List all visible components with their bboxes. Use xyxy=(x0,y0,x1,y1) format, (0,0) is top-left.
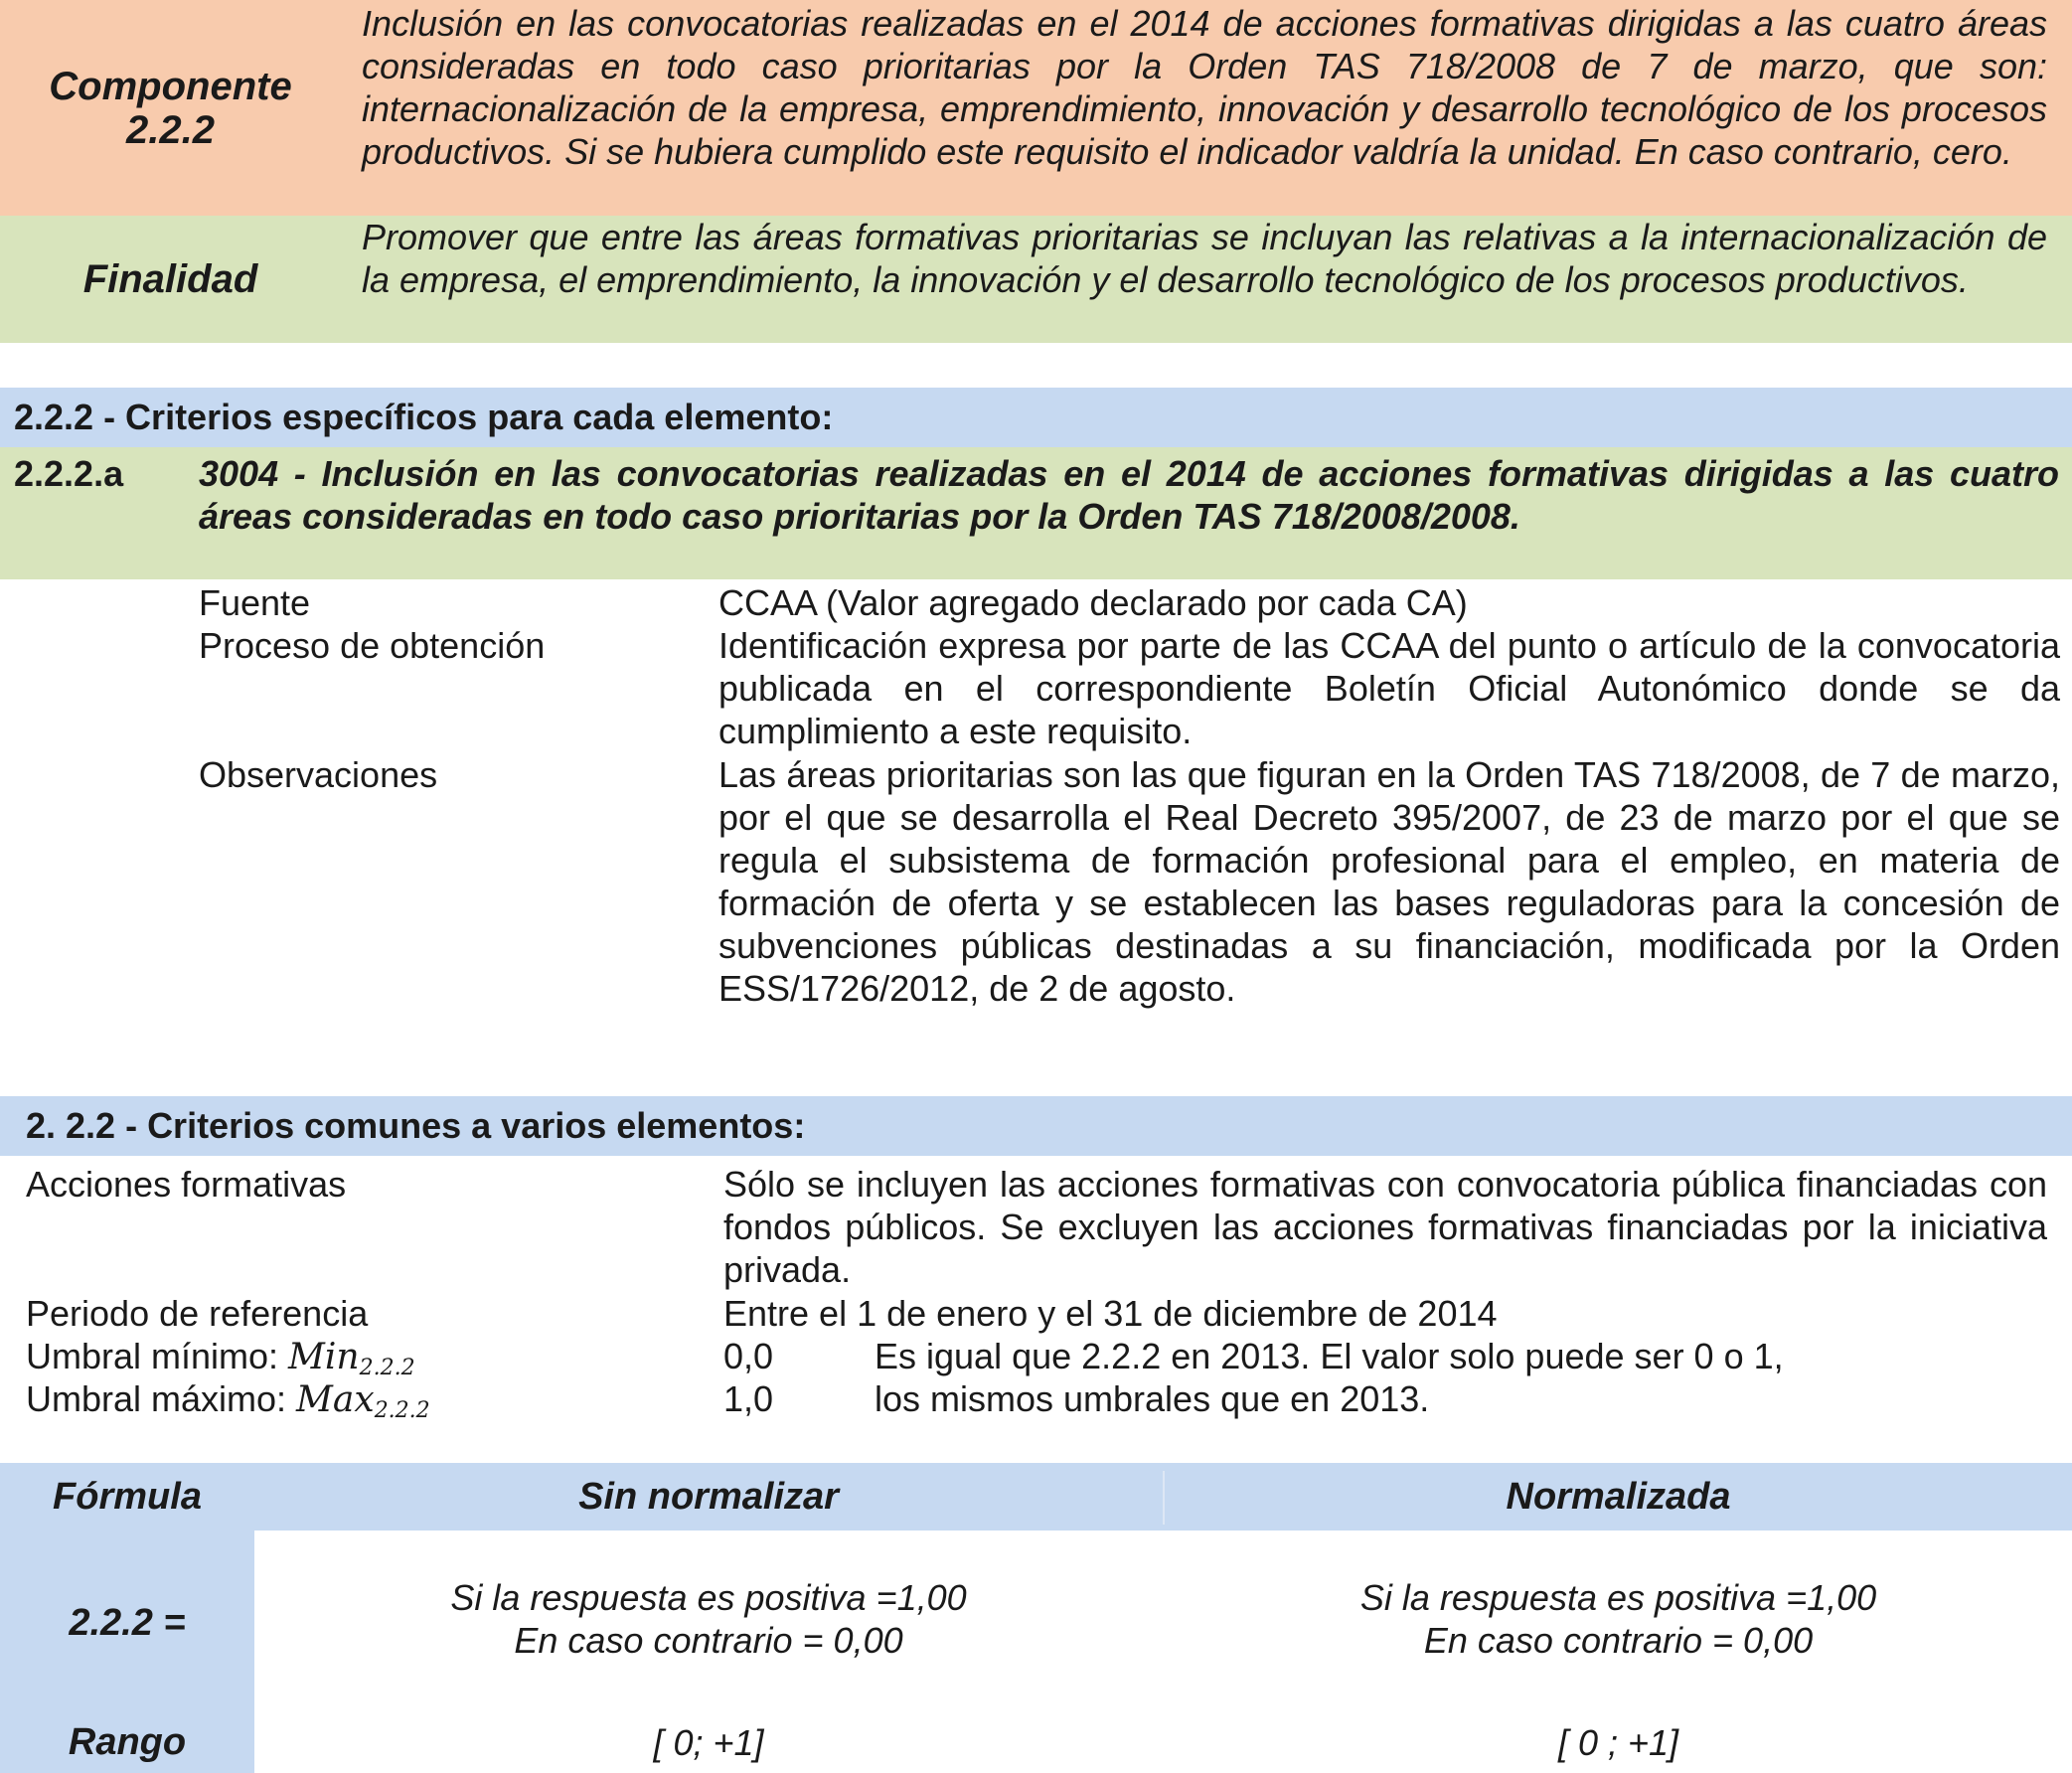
fuente-label: Fuente xyxy=(199,582,311,623)
umbral-min-text: Umbral mínimo: xyxy=(26,1336,289,1376)
umbral-max-value: 1,0 xyxy=(723,1378,774,1419)
formula-sin-normalizar-cell xyxy=(254,1576,1163,1662)
componente-label-line2: 2.2.2 xyxy=(126,107,215,152)
criterio-title: 3004 - Inclusión en las convocatorias realizadas en el 2014 de acciones formativas dirigidas a las cuatro áreas consideradas en todo caso prioritarias por la Orden TAS 718/2008/2008. xyxy=(199,453,2059,537)
rango-label: Rango xyxy=(68,1721,187,1763)
formula-row-label: 2.2.2 = xyxy=(69,1602,186,1644)
finalidad-text: Promover que entre las áreas formativas prioritarias se incluyan las relativas a la internacionalización de la empresa, el emprendimiento, la innovación y el desarrollo tecnológico de los procesos productivos. xyxy=(362,217,2047,300)
umbral-max-subscript: 2.2.2 xyxy=(374,1398,430,1423)
finalidad-label: Finalidad xyxy=(82,257,258,301)
periodo-value: Entre el 1 de enero y el 31 de diciembre de 2014 xyxy=(723,1293,1498,1334)
norm-line2: En caso contrario = 0,00 xyxy=(1423,1620,1814,1661)
acciones-label: Acciones formativas xyxy=(26,1164,347,1205)
umbral-max-label xyxy=(26,1377,430,1432)
umbral-min-subscript: 2.2.2 xyxy=(359,1356,415,1380)
umbral-note-line1: Es igual que 2.2.2 en 2013. El valor solo puede ser 0 o 1, xyxy=(875,1336,1784,1376)
sin-line1: Si la respuesta es positiva =1,00 xyxy=(450,1577,967,1618)
umbral-max-text: Umbral máximo: xyxy=(26,1378,297,1419)
componente-label xyxy=(0,0,341,216)
proceso-value: Identificación expresa por parte de las CCAA del punto o artículo de la convocatoria publicada en el correspondiente Boletín Oficial Autonómico donde se da cumplimiento a este requisito. xyxy=(718,625,2060,751)
fuente-value: CCAA (Valor agregado declarado por cada CA) xyxy=(718,582,1468,623)
formula-head-normalizada: Normalizada xyxy=(1506,1475,1731,1518)
norm-line1: Si la respuesta es positiva =1,00 xyxy=(1359,1577,1877,1618)
formula-normalizada-cell xyxy=(1165,1576,2072,1662)
formula-head-formula: Fórmula xyxy=(53,1475,202,1518)
especificos-heading: 2.2.2 - Criterios específicos para cada elemento: xyxy=(0,388,2072,447)
rango-sin-normalizar: [ 0; +1] xyxy=(653,1722,764,1763)
periodo-label: Periodo de referencia xyxy=(26,1293,369,1334)
observaciones-value: Las áreas prioritarias son las que figuran en la Orden TAS 718/2008, de 7 de marzo, por el que se desarrolla el Real Decreto 395/2007, de 23 de marzo por el que se regula el subsistema de formación profesional para el empleo, en materia de formación de oferta y se establecen las bases reguladoras para la concesión de subvenciones públicas destinadas a su financiación, modificada por la Orden ESS/1726/2012, de 2 de agosto. xyxy=(718,754,2060,1009)
comunes-heading: 2. 2.2 - Criterios comunes a varios elementos: xyxy=(0,1096,2072,1156)
formula-head-sin-normalizar: Sin normalizar xyxy=(578,1475,839,1518)
acciones-value: Sólo se incluyen las acciones formativas con convocatoria pública financiadas con fondos públicos. Se excluyen las acciones formativas financiadas por la iniciativa privada. xyxy=(723,1164,2047,1290)
sin-line2: En caso contrario = 0,00 xyxy=(514,1620,903,1661)
criterio-code: 2.2.2.a xyxy=(14,453,124,494)
observaciones-label: Observaciones xyxy=(199,754,438,795)
umbral-note-line2: los mismos umbrales que en 2013. xyxy=(875,1378,1430,1419)
rango-normalizada: [ 0 ; +1] xyxy=(1557,1722,1679,1763)
proceso-label: Proceso de obtención xyxy=(199,625,546,666)
umbral-min-value: 0,0 xyxy=(723,1336,774,1376)
componente-text: Inclusión en las convocatorias realizadas en el 2014 de acciones formativas dirigidas a las cuatro áreas consideradas en todo caso prioritarias por la Orden TAS 718/2008 de 7 de marzo, que son: internacionalización de la empresa, emprendimiento, innovación y desarrollo tecnológico de los procesos productivos. Si se hubiera cumplido este requisito el indicador valdría la unidad. En caso contrario, cero. xyxy=(362,3,2047,172)
umbral-max-symbol: Max xyxy=(296,1379,375,1420)
umbral-min-symbol: Min xyxy=(288,1337,360,1377)
componente-label-line1: Componente xyxy=(49,64,292,108)
